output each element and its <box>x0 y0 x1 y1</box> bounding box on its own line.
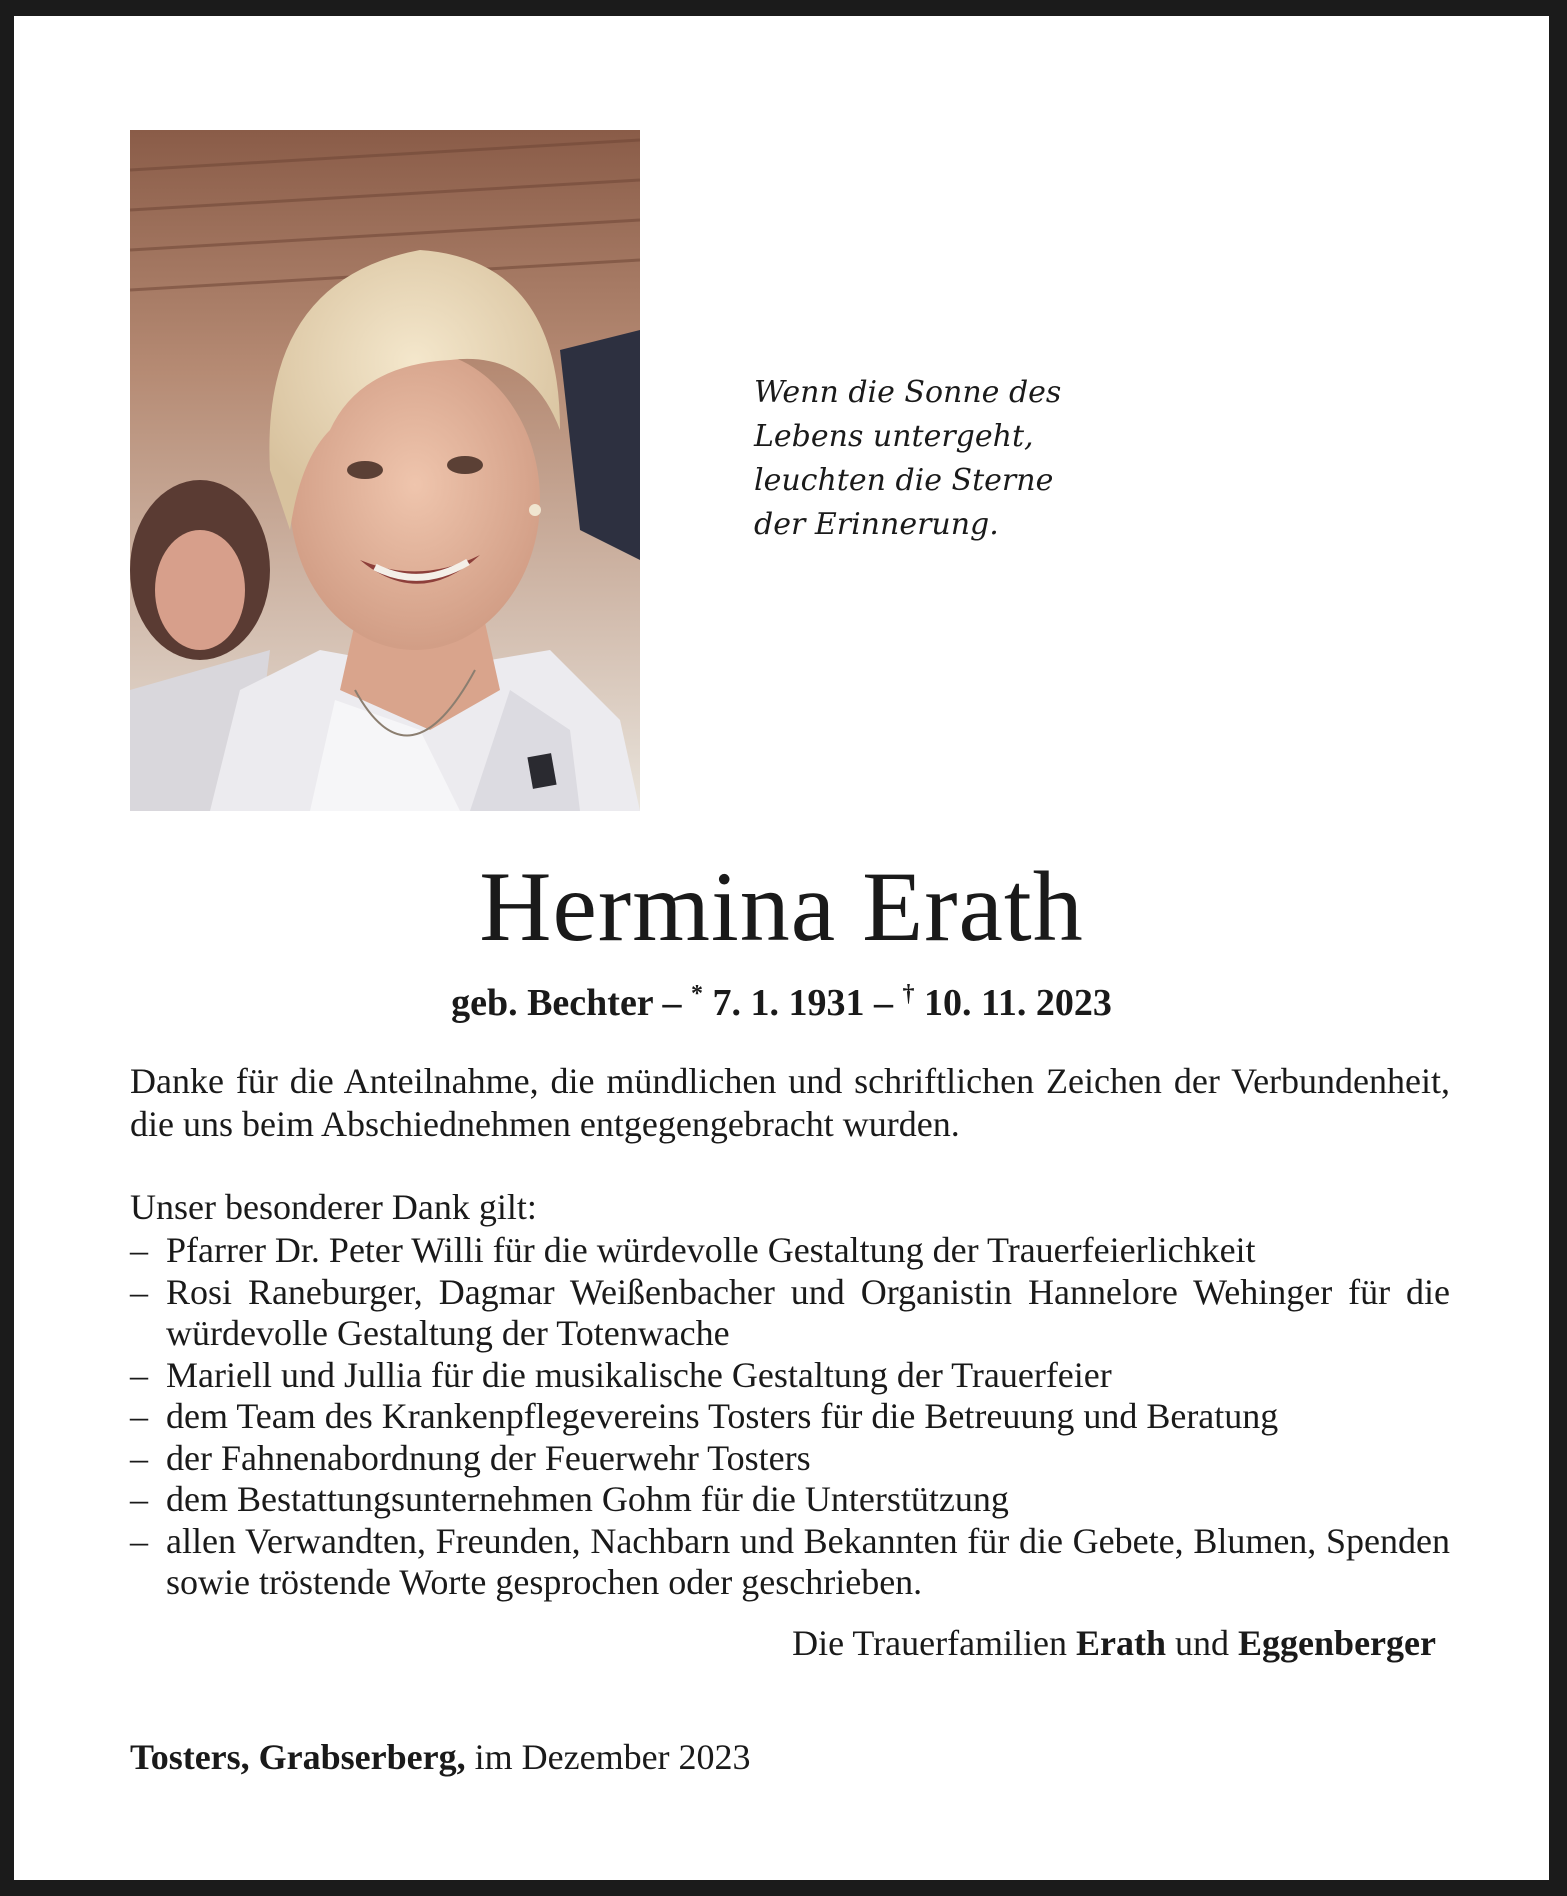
deceased-name: Hermina Erath <box>479 851 1084 962</box>
birth-mark: * <box>691 981 703 1007</box>
dash-bullet: – <box>130 1230 148 1270</box>
list-item-text: der Fahnenabordnung der Feuerwehr Tosters <box>166 1437 811 1478</box>
portrait-photo <box>130 130 640 811</box>
dash-bullet: – <box>130 1520 148 1561</box>
list-item-text: Pfarrer Dr. Peter Willi für die würdevolle Gestaltung der Trauerfeierlichkeit <box>166 1230 1256 1270</box>
dash-bullet: – <box>130 1354 148 1395</box>
list-item <box>130 1396 1450 1438</box>
birth-date: 7. 1. 1931 <box>703 982 865 1024</box>
list-item-text: allen Verwandten, Freunden, Nachbarn und Bekannten für die Gebete, Blumen, Spenden sowie tröstende Worte gesprochen oder geschrieben. <box>166 1520 1450 1602</box>
obituary-page <box>14 16 1549 1880</box>
list-item-text: Rosi Raneburger, Dagmar Weißenbacher und Organistin Hannelore Wehinger für die würdevolle Gestaltung der Totenwache <box>166 1271 1450 1353</box>
list-item-text: dem Bestattungsunternehmen Gohm für die Unterstützung <box>166 1479 1009 1519</box>
death-date: 10. 11. 2023 <box>914 982 1112 1024</box>
thanks-paragraph: Danke für die Anteilnahme, die mündlichen und schriftlichen Zeichen der Verbundenheit, die uns beim Abschiednehmen entgegengebracht wurden. <box>130 1061 1450 1144</box>
family-signature <box>792 1622 1436 1665</box>
list-item <box>130 1479 1450 1521</box>
separator: – <box>864 982 903 1024</box>
family-name-2: Eggenberger <box>1238 1623 1436 1663</box>
location: Tosters, Grabserberg, <box>130 1737 466 1777</box>
list-item <box>130 1521 1450 1604</box>
death-mark: † <box>902 981 915 1007</box>
dash-bullet: – <box>130 1396 148 1436</box>
list-item-text: dem Team des Krankenpflegevereins Tosters für die Betreuung und Beratung <box>166 1396 1279 1436</box>
list-item-text: Mariell und Jullia für die musikalische Gestaltung der Trauerfeier <box>166 1354 1112 1395</box>
quote-line: der Erinnerung. <box>754 507 999 542</box>
date: im Dezember 2023 <box>465 1737 751 1777</box>
separator: – <box>653 982 691 1024</box>
list-item <box>130 1272 1450 1355</box>
dash-bullet: – <box>130 1437 148 1478</box>
signature-middle: und <box>1166 1623 1239 1663</box>
dash-bullet: – <box>130 1271 148 1312</box>
quote-line: leuchten die Sterne <box>754 463 1054 498</box>
family-name-1: Erath <box>1076 1623 1167 1663</box>
thanks-list <box>130 1230 1450 1604</box>
life-dates <box>14 980 1549 1026</box>
thanks-intro: Unser besonderer Dank gilt: <box>130 1187 537 1227</box>
quote-line: Wenn die Sonne des <box>754 375 1062 410</box>
memorial-quote <box>754 371 1061 547</box>
dash-bullet: – <box>130 1479 148 1519</box>
signature-prefix: Die Trauerfamilien <box>792 1623 1077 1663</box>
list-item <box>130 1438 1450 1480</box>
list-item <box>130 1355 1450 1397</box>
list-item <box>130 1230 1450 1272</box>
portrait-image <box>130 130 640 811</box>
maiden-name: geb. Bechter <box>451 982 653 1024</box>
quote-line: Lebens untergeht, <box>754 419 1034 454</box>
place-and-date <box>130 1736 751 1779</box>
